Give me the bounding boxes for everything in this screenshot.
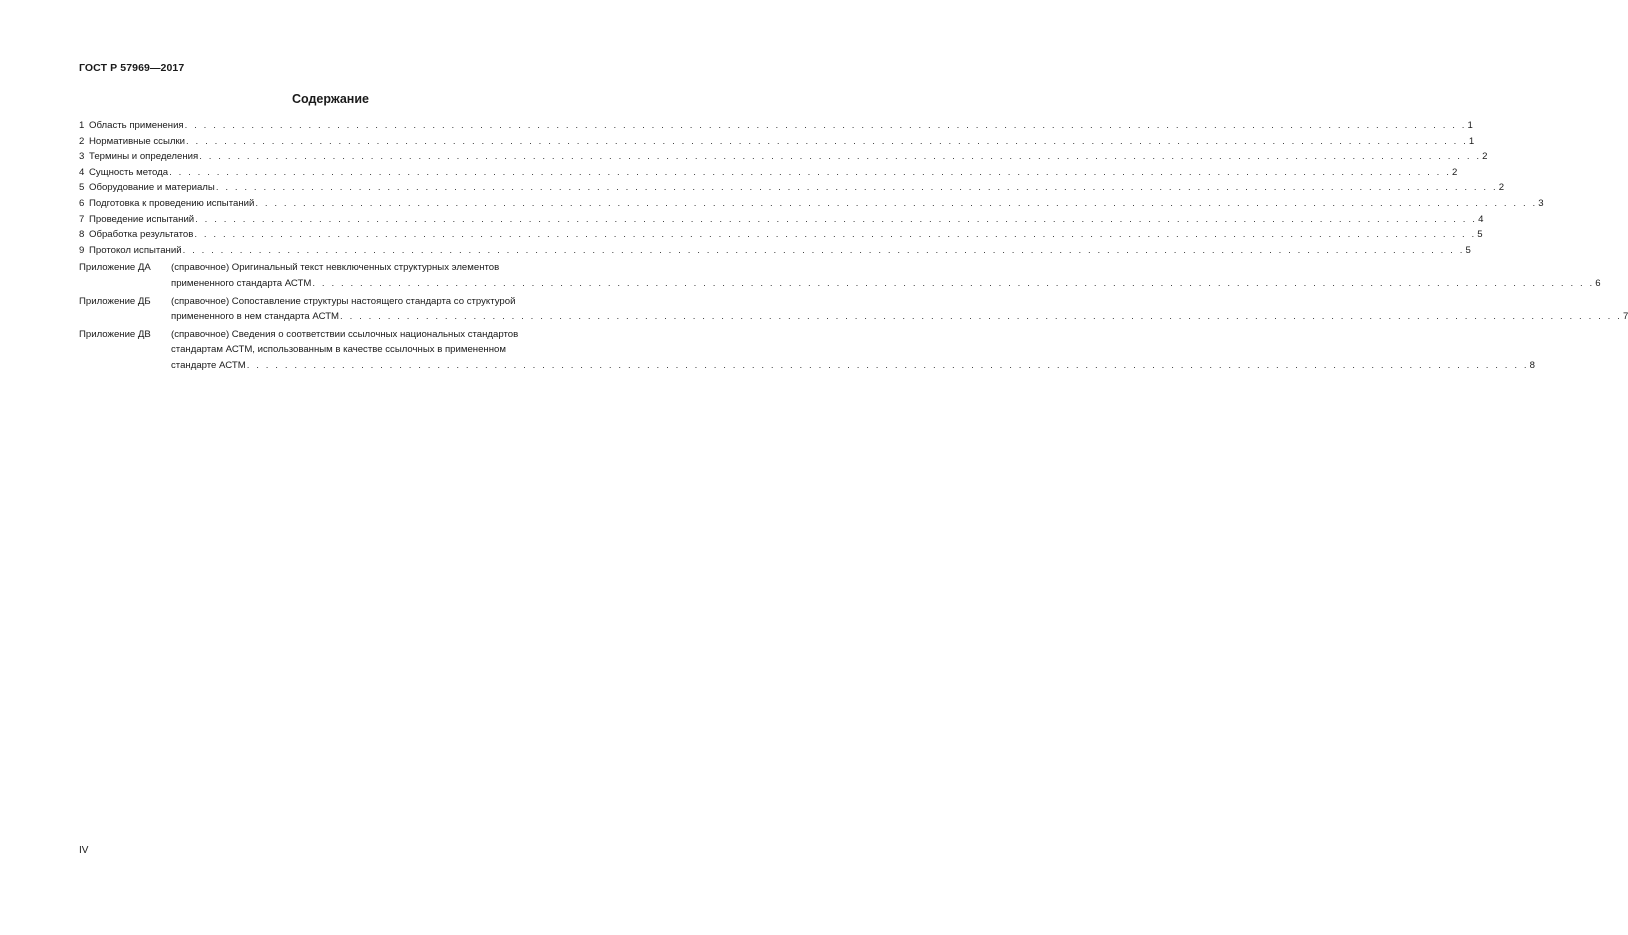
toc-title: Содержание bbox=[291, 92, 369, 106]
leader-dots bbox=[194, 227, 1476, 243]
toc-entry-7[interactable] bbox=[79, 212, 1484, 228]
toc-entry-page: 8 bbox=[1529, 359, 1535, 371]
leader-dots bbox=[216, 180, 1498, 196]
toc-entry-5[interactable] bbox=[79, 180, 1505, 196]
toc-entry-8[interactable] bbox=[79, 227, 1483, 243]
leader-dots bbox=[169, 165, 1451, 181]
toc-appendix-dv[interactable] bbox=[79, 327, 1535, 374]
toc-entry-1[interactable] bbox=[79, 118, 1473, 134]
toc-entry-label: Нормативные ссылки bbox=[89, 135, 186, 147]
toc-entry-page: 1 bbox=[1468, 135, 1475, 147]
leader-dots bbox=[312, 276, 1594, 292]
toc-entry-label: Термины и определения bbox=[89, 151, 199, 163]
toc-entry-number: 8 bbox=[79, 229, 85, 241]
appendix-title-line: (справочное) Оригинальный текст невключенных структурных элементов bbox=[171, 262, 500, 274]
appendix-title-line: стандарте АСТМ bbox=[171, 359, 246, 371]
leader-dots bbox=[247, 358, 1529, 374]
leader-dots bbox=[255, 196, 1537, 212]
table-of-contents bbox=[79, 118, 1628, 374]
toc-entry-4[interactable] bbox=[79, 165, 1458, 181]
toc-entry-number: 4 bbox=[79, 166, 85, 178]
toc-entry-6[interactable] bbox=[79, 196, 1544, 212]
toc-entry-page: 3 bbox=[1538, 197, 1544, 209]
toc-entry-label: Сущность метода bbox=[89, 166, 169, 178]
toc-entry-number: 7 bbox=[79, 213, 85, 225]
toc-entry-3[interactable] bbox=[79, 149, 1488, 165]
appendix-title-line: примененного в нем стандарта АСТМ bbox=[171, 311, 340, 323]
toc-entry-label: Проведение испытаний bbox=[89, 213, 195, 225]
leader-dots bbox=[195, 212, 1477, 228]
toc-entry-label: Подготовка к проведению испытаний bbox=[89, 197, 255, 209]
toc-entry-page: 7 bbox=[1622, 311, 1628, 323]
leader-dots bbox=[183, 243, 1465, 259]
toc-entry-number: 9 bbox=[79, 244, 85, 256]
toc-entry-number: 1 bbox=[79, 120, 85, 131]
appendix-title-line: примененного стандарта АСТМ bbox=[171, 277, 312, 289]
appendix-label: Приложение ДБ bbox=[79, 295, 151, 307]
appendix-title-line: стандартам АСТМ, использованным в качестве ссылочных в примененном bbox=[171, 344, 506, 356]
leader-dots bbox=[186, 134, 1468, 150]
leader-dots bbox=[185, 118, 1467, 134]
toc-appendix-da[interactable] bbox=[79, 260, 1601, 291]
leader-dots bbox=[340, 309, 1622, 325]
toc-entry-page: 2 bbox=[1498, 182, 1505, 194]
appendix-label: Приложение ДА bbox=[79, 262, 151, 274]
toc-entry-number: 3 bbox=[79, 151, 85, 163]
appendix-label: Приложение ДВ bbox=[79, 328, 151, 340]
toc-entry-page: 6 bbox=[1595, 277, 1601, 289]
toc-entry-2[interactable] bbox=[79, 134, 1475, 150]
page-number: IV bbox=[79, 845, 89, 856]
standard-code-header: ГОСТ Р 57969—2017 bbox=[79, 62, 185, 74]
toc-entry-page: 4 bbox=[1478, 213, 1484, 225]
appendix-title-line: (справочное) Сведения о соответствии ссылочных национальных стандартов bbox=[171, 328, 519, 340]
leader-dots bbox=[199, 149, 1481, 165]
toc-entry-label: Протокол испытаний bbox=[89, 244, 182, 256]
toc-entry-page: 2 bbox=[1451, 166, 1458, 178]
toc-entry-page: 5 bbox=[1465, 244, 1471, 256]
toc-entry-page: 5 bbox=[1477, 229, 1483, 241]
toc-entry-number: 6 bbox=[79, 197, 85, 209]
toc-appendix-db[interactable] bbox=[79, 294, 1628, 325]
toc-entry-number: 2 bbox=[79, 135, 85, 147]
toc-entry-label: Оборудование и материалы bbox=[89, 182, 215, 194]
toc-entry-page: 1 bbox=[1467, 120, 1473, 131]
toc-entry-number: 5 bbox=[79, 182, 85, 194]
appendix-title-line: (справочное) Сопоставление структуры настоящего стандарта со структурой bbox=[171, 295, 516, 307]
toc-entry-9[interactable] bbox=[79, 243, 1471, 259]
toc-entry-page: 2 bbox=[1482, 151, 1488, 163]
toc-entry-label: Область применения bbox=[89, 120, 184, 131]
toc-entry-label: Обработка результатов bbox=[89, 229, 194, 241]
